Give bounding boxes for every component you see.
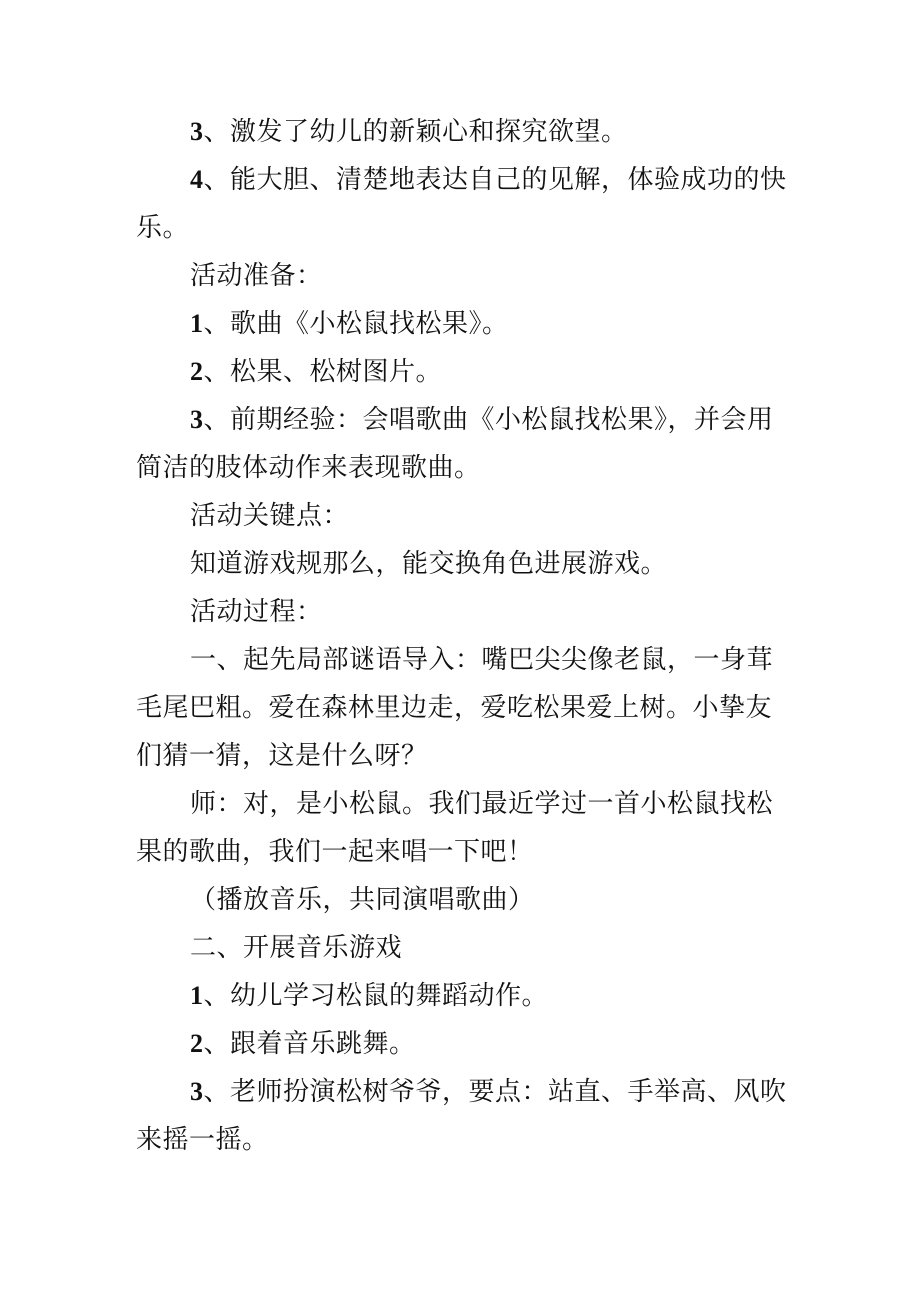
paragraph xyxy=(136,972,796,1020)
section-heading xyxy=(136,924,796,972)
section-heading xyxy=(136,252,796,300)
paragraph-text: 、前期经验：会唱歌曲《小松鼠找松果》，并会用简洁的肢体动作来表现歌曲。 xyxy=(136,405,774,483)
paragraph-text: 活动过程： xyxy=(190,597,323,627)
paragraph-text: 一、起先局部谜语导入：嘴巴尖尖像老鼠，一身茸毛尾巴粗。爱在森林里边走，爱吃松果爱上树。小挚友们猜一猜，这是什么呀？ xyxy=(136,645,774,771)
item-number: 3 xyxy=(190,1077,204,1106)
section-heading xyxy=(136,588,796,636)
paragraph xyxy=(136,636,796,780)
section-heading xyxy=(136,492,796,540)
item-number: 2 xyxy=(190,1029,204,1058)
item-number: 1 xyxy=(190,981,204,1010)
paragraph-text: 、松果、松树图片。 xyxy=(203,357,443,387)
paragraph-text: 活动准备： xyxy=(190,261,323,291)
paragraph xyxy=(136,300,796,348)
paragraph-text: 、能大胆、清楚地表达自己的见解，体验成功的快乐。 xyxy=(136,165,787,243)
paragraph-text: 二、开展音乐游戏 xyxy=(190,933,403,963)
item-number: 2 xyxy=(190,357,204,386)
paragraph xyxy=(136,1020,796,1068)
paragraph-text: 、歌曲《小松鼠找松果》。 xyxy=(203,309,509,339)
item-number: 1 xyxy=(190,309,204,338)
paragraph-text: 、老师扮演松树爷爷，要点：站直、手举高、风吹来摇一摇。 xyxy=(136,1077,787,1155)
paragraph-text: 师：对，是小松鼠。我们最近学过一首小松鼠找松果的歌曲，我们一起来唱一下吧！ xyxy=(136,789,774,867)
paragraph-text: （播放音乐，共同演唱歌曲） xyxy=(190,885,535,915)
paragraph xyxy=(136,1068,796,1164)
document-body xyxy=(136,108,796,1164)
paragraph xyxy=(136,780,796,876)
paragraph xyxy=(136,156,796,252)
paragraph xyxy=(136,396,796,492)
paragraph xyxy=(136,348,796,396)
paragraph xyxy=(136,540,796,588)
paragraph xyxy=(136,876,796,924)
paragraph-text: 活动关键点： xyxy=(190,501,350,531)
paragraph-text: 知道游戏规那么，能交换角色进展游戏。 xyxy=(190,549,668,579)
item-number: 4 xyxy=(190,165,204,194)
paragraph xyxy=(136,108,796,156)
paragraph-text: 、幼儿学习松鼠的舞蹈动作。 xyxy=(203,981,549,1011)
item-number: 3 xyxy=(190,117,204,146)
paragraph-text: 、激发了幼儿的新颖心和探究欲望。 xyxy=(203,117,628,147)
item-number: 3 xyxy=(190,405,204,434)
paragraph-text: 、跟着音乐跳舞。 xyxy=(203,1029,416,1059)
